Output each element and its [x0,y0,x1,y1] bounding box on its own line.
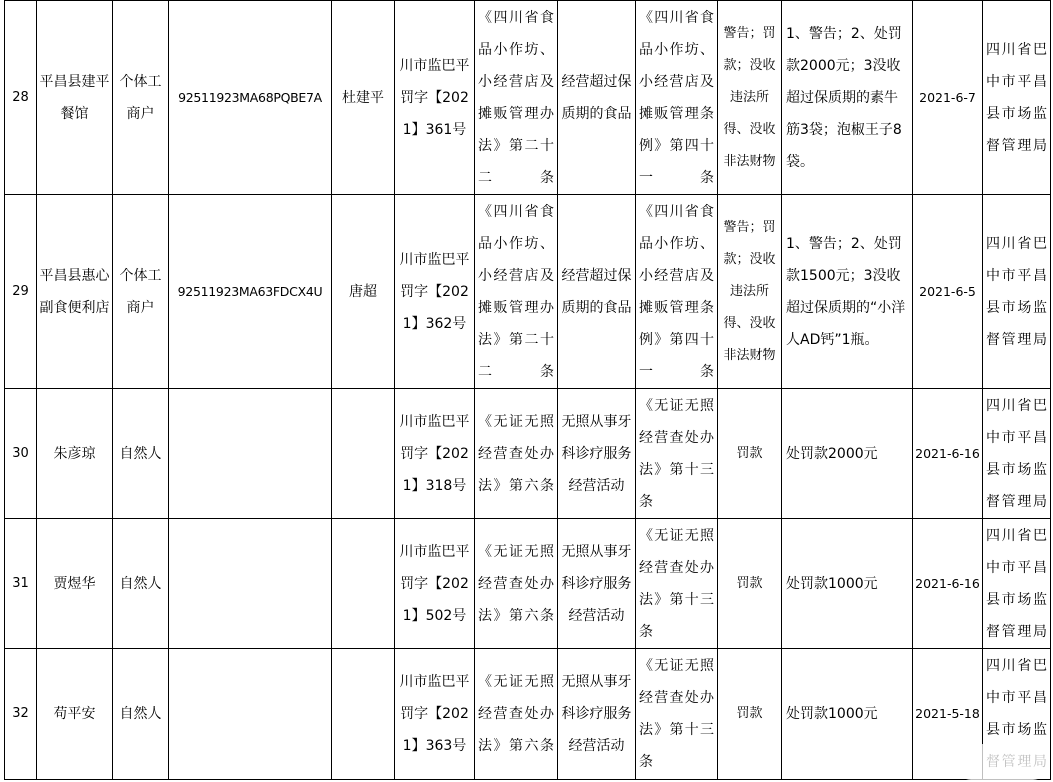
credit-code: 92511923MA63FDCX4U [169,195,332,389]
violated-law: 《四川省食品小作坊、小经营店及摊贩管理办法》第二十二条 [475,1,558,195]
violated-law: 《无证无照经营查处办法》第六条 [475,649,558,780]
credit-code [169,649,332,780]
row-number: 31 [5,519,37,649]
penalty-content: 处罚款2000元 [782,389,913,519]
penalty-type: 罚款 [718,519,782,649]
table-row [5,649,1051,780]
penalty-content: 1、警告；2、处罚款2000元；3没收超过保质期的素牛筋3袋；泡椒王子8袋。 [782,1,913,195]
party-name: 朱彦琼 [37,389,113,519]
penalty-content: 1、警告；2、处罚款1500元；3没收超过保质期的“小洋人AD钙”1瓶。 [782,195,913,389]
decision-document-number: 川市监巴平罚字【2021】362号 [395,195,475,389]
penalty-authority: 四川省巴中市平昌县市场监督管理局 [983,389,1051,519]
party-type: 个体工商户 [113,1,169,195]
table-row [5,1,1051,195]
violation-fact: 经营超过保质期的食品 [558,195,636,389]
row-number: 30 [5,389,37,519]
party-name: 平昌县建平餐馆 [37,1,113,195]
penalty-basis: 《四川省食品小作坊、小经营店及摊贩管理条例》第四十一条 [636,195,718,389]
penalty-authority: 四川省巴中市平昌县市场监督管理局 [983,519,1051,649]
legal-representative [332,519,395,649]
penalty-authority: 四川省巴中市平昌县市场监督管理局 [983,195,1051,389]
party-name: 平昌县惠心副食便利店 [37,195,113,389]
legal-representative: 杜建平 [332,1,395,195]
row-number: 32 [5,649,37,780]
penalty-basis: 《无证无照经营查处办法》第十三条 [636,649,718,780]
credit-code [169,519,332,649]
violated-law: 《四川省食品小作坊、小经营店及摊贩管理办法》第二十二条 [475,195,558,389]
violation-fact: 经营超过保质期的食品 [558,1,636,195]
violated-law: 《无证无照经营查处办法》第六条 [475,519,558,649]
table-row [5,519,1051,649]
legal-representative: 唐超 [332,195,395,389]
penalty-type: 警告；罚款；没收违法所得、没收非法财物 [718,195,782,389]
table-row [5,389,1051,519]
party-type: 自然人 [113,519,169,649]
decision-date: 2021-5-18 [913,649,983,780]
party-name: 贾煜华 [37,519,113,649]
violation-fact: 无照从事牙科诊疗服务经营活动 [558,649,636,780]
penalty-basis: 《无证无照经营查处办法》第十三条 [636,389,718,519]
row-number: 28 [5,1,37,195]
violated-law: 《无证无照经营查处办法》第六条 [475,389,558,519]
penalty-authority: 四川省巴中市平昌县市场监督管理局 [983,1,1051,195]
violation-fact: 无照从事牙科诊疗服务经营活动 [558,389,636,519]
penalty-authority: 四川省巴中市平昌县市场监 [983,649,1051,780]
decision-date: 2021-6-7 [913,1,983,195]
party-type: 自然人 [113,389,169,519]
decision-date: 2021-6-16 [913,519,983,649]
decision-document-number: 川市监巴平罚字【2021】361号 [395,1,475,195]
penalty-type: 罚款 [718,389,782,519]
decision-date: 2021-6-16 [913,389,983,519]
party-name: 苟平安 [37,649,113,780]
decision-document-number: 川市监巴平罚字【2021】363号 [395,649,475,780]
row-number: 29 [5,195,37,389]
penalty-basis: 《四川省食品小作坊、小经营店及摊贩管理条例》第四十一条 [636,1,718,195]
penalty-basis: 《无证无照经营查处办法》第十三条 [636,519,718,649]
penalty-type: 警告；罚款；没收违法所得、没收非法财物 [718,1,782,195]
penalty-content: 处罚款1000元 [782,649,913,780]
violation-fact: 无照从事牙科诊疗服务经营活动 [558,519,636,649]
table-row [5,195,1051,389]
decision-date: 2021-6-5 [913,195,983,389]
decision-document-number: 川市监巴平罚字【2021】502号 [395,519,475,649]
credit-code: 92511923MA68PQBE7A [169,1,332,195]
party-type: 个体工商户 [113,195,169,389]
decision-document-number: 川市监巴平罚字【2021】318号 [395,389,475,519]
legal-representative [332,649,395,780]
penalty-type: 罚款 [718,649,782,780]
penalty-content: 处罚款1000元 [782,519,913,649]
legal-representative [332,389,395,519]
watermark-overlay [957,744,1047,780]
penalty-table [4,0,1051,780]
party-type: 自然人 [113,649,169,780]
credit-code [169,389,332,519]
